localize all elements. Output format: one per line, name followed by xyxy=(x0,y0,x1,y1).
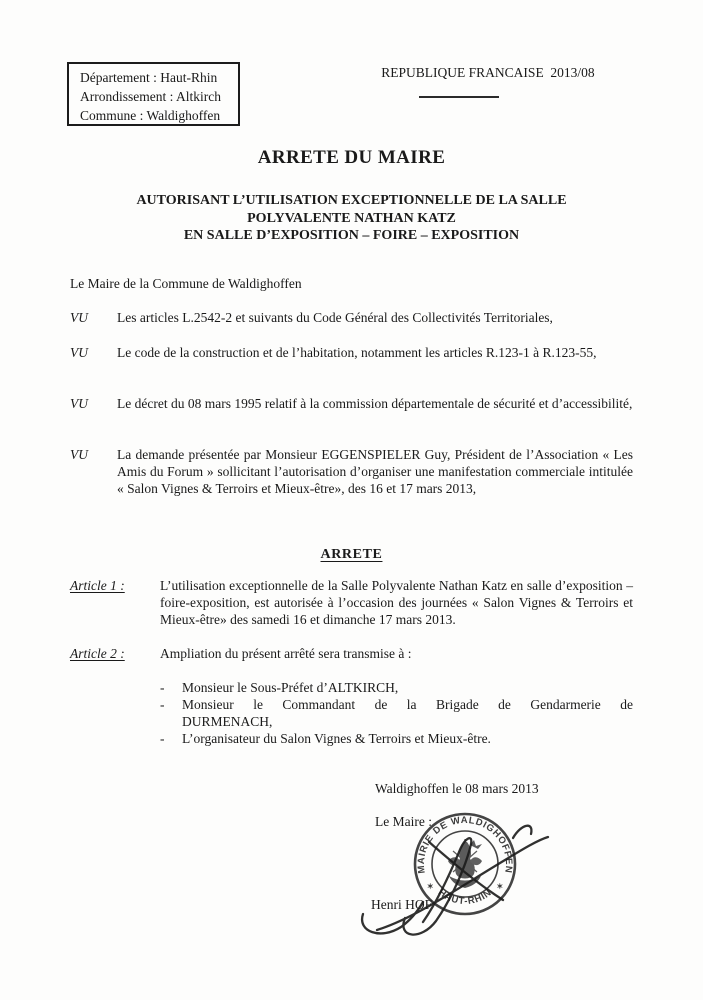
subtitle-line: AUTORISANT L’UTILISATION EXCEPTIONNELLE DE LA SALLE xyxy=(136,193,567,208)
article-2-body xyxy=(160,645,633,747)
article-1-text: L’utilisation exceptionnelle de la Salle Polyvalente Nathan Katz en salle d’exposition – foire-exposition, est autorisée à l’occasion des journées « Salon Vignes & Terroirs et Mieux-être» des samedi 16 et dimanche 17 mars 2013. xyxy=(160,578,633,627)
svg-text:HAUT-RHIN xyxy=(436,887,494,907)
document-subtitle xyxy=(70,192,633,245)
list-item: - L’organisateur du Salon Vignes & Terroirs et Mieux-être. xyxy=(160,731,491,746)
official-stamp-icon xyxy=(410,809,520,919)
signer-name: Henri HOF xyxy=(371,897,433,912)
stamp-star-right: ✶ xyxy=(496,882,504,891)
subtitle-line: POLYVALENTE NATHAN KATZ xyxy=(247,210,456,226)
subtitle-line: EN SALLE D’EXPOSITION – FOIRE – EXPOSITION xyxy=(183,228,520,243)
document-title: ARRETE DU MAIRE xyxy=(257,147,446,168)
vu-text: Le code de la construction et de l’habitation, notamment les articles R.123-1 à R.123-55, xyxy=(117,345,597,360)
arrete-heading: ARRETE xyxy=(320,547,383,562)
intro-line: Le Maire de la Commune de Waldighoffen xyxy=(70,276,302,291)
stamp-star-left: ✶ xyxy=(426,882,434,891)
vu-label: VU xyxy=(70,396,88,411)
article-2-text: Ampliation du présent arrêté sera transmise à : xyxy=(160,646,412,661)
recipient-list xyxy=(160,679,633,747)
arrondissement-line: Arrondissement : Altkirch xyxy=(80,89,221,104)
vu-paragraph xyxy=(70,446,633,497)
republic-heading: REPUBLIQUE FRANCAISE 2013/08 xyxy=(381,65,595,80)
vu-text: Le décret du 08 mars 1995 relatif à la commission départementale de sécurité et d’accessibilité, xyxy=(117,396,633,411)
dash-marker: - xyxy=(160,680,165,695)
vu-text: Les articles L.2542-2 et suivants du Code Général des Collectivités Territoriales, xyxy=(117,310,553,325)
vu-label: VU xyxy=(70,447,88,462)
vu-label: VU xyxy=(70,310,88,325)
article-2 xyxy=(70,645,633,747)
department-line: Département : Haut-Rhin xyxy=(80,70,218,85)
place-and-date: Waldighoffen le 08 mars 2013 xyxy=(375,781,539,796)
stamp-top-text: MAIRIE DE WALDIGHOFFEN xyxy=(415,814,515,875)
dash-marker: - xyxy=(160,697,165,712)
signer-role: Le Maire : xyxy=(375,814,432,829)
vu-paragraph xyxy=(70,395,633,412)
dash-marker: - xyxy=(160,731,165,746)
vu-text: La demande présentée par Monsieur EGGENSPIELER Guy, Président de l’Association « Les Amis du Forum » sollicitant l’autorisation d’organiser une manifestation commerciale intitulée « Salon Vignes & Terroirs et Mieux-être», des 16 et 17 mars 2013, xyxy=(117,447,633,496)
list-item: - Monsieur le Commandant de la Brigade de Gendarmerie de DURMENACH, xyxy=(160,697,633,729)
stamp-svg xyxy=(410,809,520,919)
stamp-bottom-text: HAUT-RHIN xyxy=(435,887,495,908)
article-1-label: Article 1 : xyxy=(70,578,125,593)
vu-label: VU xyxy=(70,345,88,360)
commune-info-box xyxy=(67,62,240,126)
article-1 xyxy=(70,577,633,628)
vu-paragraph xyxy=(70,309,633,326)
vu-paragraph xyxy=(70,344,633,361)
list-item: - Monsieur le Sous-Préfet d’ALTKIRCH, xyxy=(160,680,399,695)
republic-underline xyxy=(419,96,499,98)
commune-line: Commune : Waldighoffen xyxy=(80,108,221,123)
article-2-label: Article 2 : xyxy=(70,646,125,661)
stamp-crest-icon xyxy=(448,839,482,888)
